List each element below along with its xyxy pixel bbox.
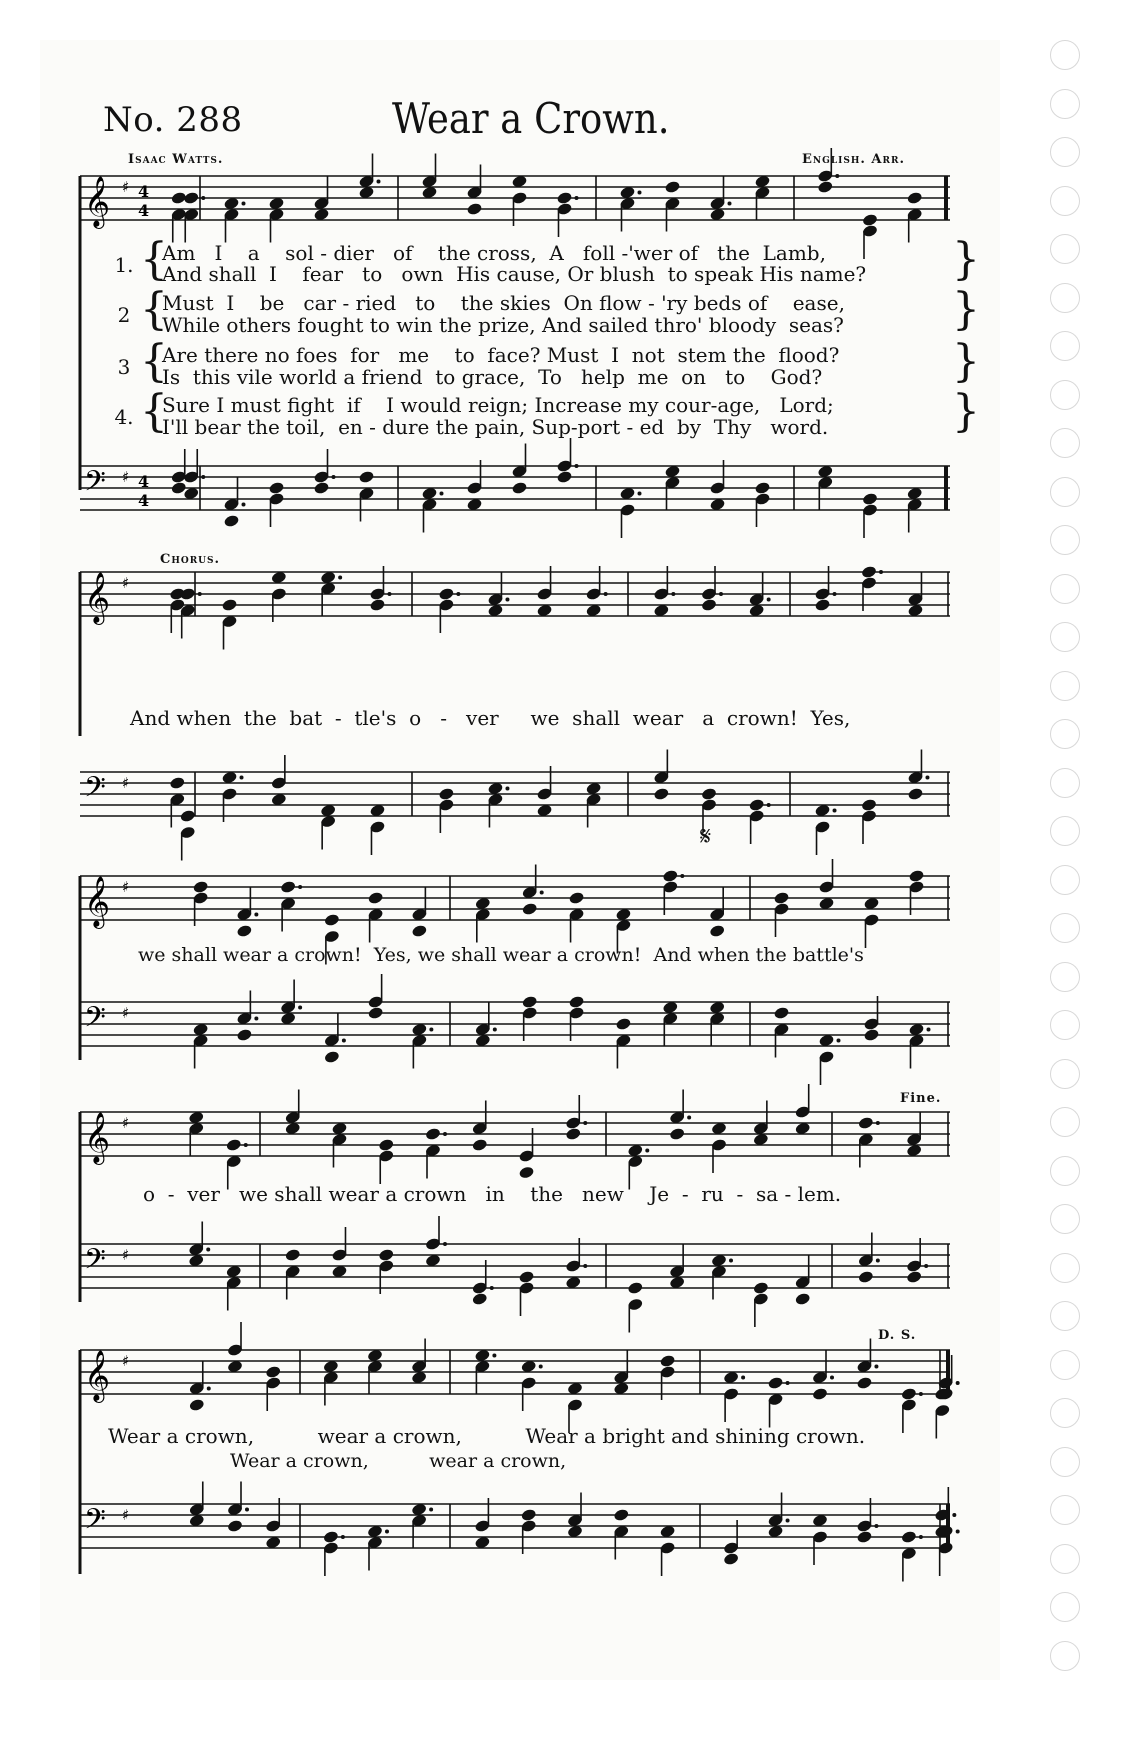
svg-text:♯: ♯ <box>122 1352 130 1370</box>
note-head <box>568 891 585 905</box>
note-head <box>669 1127 686 1141</box>
dot <box>876 1121 880 1125</box>
note-head <box>863 1028 880 1042</box>
dot <box>645 1149 649 1153</box>
note-head <box>179 809 196 823</box>
bass-staff-system-5 <box>80 1498 960 1558</box>
dot <box>385 1530 389 1534</box>
chorus-label: Chorus. <box>160 552 221 567</box>
ring-hole <box>1050 1544 1080 1574</box>
note-head <box>179 587 196 601</box>
dot <box>201 196 205 200</box>
ring-hole <box>1050 671 1080 701</box>
dot <box>956 1381 960 1385</box>
svg-text:𝄞: 𝄞 <box>84 876 111 927</box>
brace-left: { <box>140 284 168 335</box>
svg-text:♯: ♯ <box>122 774 130 792</box>
note-head <box>367 1006 384 1020</box>
segno-sign: 𝄋 <box>700 822 712 852</box>
note-head <box>664 180 681 194</box>
dot <box>540 891 544 895</box>
ring-hole <box>1050 1592 1080 1622</box>
dot <box>342 1039 346 1043</box>
ring-hole <box>1050 1010 1080 1040</box>
dot <box>719 592 723 596</box>
ring-hole <box>1050 186 1080 216</box>
note-head <box>568 995 585 1009</box>
dot <box>505 598 509 602</box>
treble-staff-system-5 <box>80 1344 960 1404</box>
dot <box>924 1264 928 1268</box>
ring-hole <box>1050 574 1080 604</box>
dot <box>638 191 642 195</box>
verse-line: Is this vile world a friend to grace, To help me on to God? <box>162 365 823 389</box>
dot <box>680 874 684 878</box>
dot <box>835 174 839 178</box>
note-head <box>170 481 187 495</box>
note-head <box>812 1387 829 1401</box>
dot <box>456 592 460 596</box>
note-head <box>862 492 879 506</box>
note-head <box>268 481 285 495</box>
note-head <box>438 587 455 601</box>
ring-hole <box>1050 1301 1080 1331</box>
dot <box>198 592 202 596</box>
treble-staff-system-4 <box>80 1106 960 1166</box>
note-head <box>753 1281 770 1295</box>
ring-hole <box>1050 40 1080 70</box>
dot <box>833 592 837 596</box>
svg-text:𝄢: 𝄢 <box>84 465 106 505</box>
svg-text:♯: ♯ <box>122 878 130 896</box>
ring-hole <box>1050 768 1080 798</box>
note-head <box>748 798 765 812</box>
note-head <box>814 598 831 612</box>
note-head <box>369 598 386 612</box>
dot <box>332 475 336 479</box>
note-head <box>378 1138 395 1152</box>
treble-staff-system-3 <box>80 870 960 930</box>
svg-text:4: 4 <box>138 182 150 201</box>
note-head <box>280 880 297 894</box>
dot <box>575 196 579 200</box>
svg-text:𝄢: 𝄢 <box>84 1503 106 1543</box>
bass-staff-system-4 <box>80 1238 960 1298</box>
verse-number: 2 <box>117 303 131 327</box>
note-head <box>518 1270 535 1284</box>
ring-hole <box>1050 913 1080 943</box>
brace-right: } <box>952 336 980 387</box>
svg-text:𝄞: 𝄞 <box>84 1112 111 1163</box>
dot <box>728 202 732 206</box>
dot <box>245 1508 249 1512</box>
dot <box>387 592 391 596</box>
note-head <box>858 1270 875 1284</box>
note-head <box>227 1519 244 1533</box>
dot <box>927 1028 931 1032</box>
verse-number: 3 <box>117 355 131 379</box>
ring-hole <box>1050 1398 1080 1428</box>
dot <box>207 1387 211 1391</box>
arranger-credit: English. Arr. <box>802 152 905 167</box>
note-head <box>856 1376 873 1390</box>
verse-line: Am I a sol - dier of the cross, A foll -'wer of the Lamb, <box>162 241 826 265</box>
note-head <box>906 1270 923 1284</box>
svg-text:♯: ♯ <box>122 1114 130 1132</box>
note-head <box>565 1127 582 1141</box>
ring-hole <box>1050 1204 1080 1234</box>
verse-number: 1. <box>114 253 134 277</box>
treble-staff-system-2 <box>80 566 960 626</box>
note-head <box>861 565 878 579</box>
note-head <box>521 902 538 916</box>
note-head <box>901 1387 918 1401</box>
verse-line: While others fought to win the prize, And sailed thro' bloody seas? <box>162 313 844 337</box>
dot <box>876 1259 880 1263</box>
ring-hole <box>1050 1641 1080 1671</box>
dot <box>671 592 675 596</box>
bass-staff-system-1 <box>80 460 960 520</box>
ring-hole <box>1050 137 1080 167</box>
brace-left: { <box>140 336 168 387</box>
note-head <box>754 481 771 495</box>
dot <box>638 492 642 496</box>
dot <box>919 1392 923 1396</box>
note-head <box>521 995 538 1009</box>
note-head <box>627 1281 644 1295</box>
note-head <box>265 1365 282 1379</box>
dot <box>338 576 342 580</box>
note-head <box>284 1248 301 1262</box>
dot <box>201 475 205 479</box>
svg-text:4: 4 <box>138 491 150 510</box>
svg-text:♯: ♯ <box>122 1506 130 1524</box>
note-head <box>907 787 924 801</box>
binder-ring-holes <box>1050 40 1084 1700</box>
note-head <box>773 1006 790 1020</box>
bass-staff-system-3 <box>80 996 960 1056</box>
dot <box>604 592 608 596</box>
author-credit: Isaac Watts. <box>128 152 224 167</box>
note-head <box>367 891 384 905</box>
note-head <box>701 787 718 801</box>
dot <box>341 1535 345 1539</box>
dot <box>729 1259 733 1263</box>
dot <box>767 803 771 807</box>
note-head <box>906 191 923 205</box>
note-head <box>170 191 187 205</box>
hymn-number: No. 288 <box>103 100 243 140</box>
treble-staff-system-1 <box>80 170 960 230</box>
dot <box>242 503 246 507</box>
note-head <box>613 1508 630 1522</box>
note-head <box>471 1138 488 1152</box>
note-head <box>221 598 238 612</box>
dot <box>786 1381 790 1385</box>
ring-hole <box>1050 234 1080 264</box>
dot <box>242 202 246 206</box>
verse-number: 4. <box>114 405 134 429</box>
ring-hole <box>1050 962 1080 992</box>
dot <box>837 1039 841 1043</box>
verse-line: And shall I fear to own His cause, Or blush to speak His name? <box>162 262 867 286</box>
svg-text:𝄢: 𝄢 <box>84 1001 106 1041</box>
fine-marker: Fine. <box>900 1091 942 1106</box>
ring-hole <box>1050 380 1080 410</box>
ring-hole <box>1050 1156 1080 1186</box>
ring-hole <box>1050 816 1080 846</box>
verse-line: I'll bear the toil, en - dure the pain, Sup-port - ed by Thy word. <box>162 415 829 439</box>
svg-text:𝄞: 𝄞 <box>84 1350 111 1401</box>
ring-hole <box>1050 89 1080 119</box>
ring-hole <box>1050 1107 1080 1137</box>
dot <box>874 1365 878 1369</box>
dot <box>244 1143 248 1147</box>
dot <box>240 776 244 780</box>
ring-hole <box>1050 1350 1080 1380</box>
note-head <box>323 1530 340 1544</box>
dot <box>687 1116 691 1120</box>
dot <box>429 1508 433 1512</box>
dot <box>206 1248 210 1252</box>
dot <box>874 1524 878 1528</box>
note-head <box>653 787 670 801</box>
dot <box>254 1017 258 1021</box>
svg-text:𝄞: 𝄞 <box>84 176 111 227</box>
brace-right: } <box>952 234 980 285</box>
ring-hole <box>1050 622 1080 652</box>
note-head <box>662 869 679 883</box>
ring-hole <box>1050 1059 1080 1089</box>
verse-line: Must I be car - ried to the skies On flow - 'ry beds of ease, <box>162 291 845 315</box>
brace-right: } <box>952 284 980 335</box>
note-head <box>773 891 790 905</box>
verse-line: Sure I must fight if I would reign; Increase my cour-age, Lord; <box>162 393 834 417</box>
dot <box>833 809 837 813</box>
chorus-lyric-line-1: And when the bat - tle's o - ver we shall wear a crown! Yes, <box>130 706 851 730</box>
svg-text:𝄢: 𝄢 <box>84 771 106 811</box>
ring-hole <box>1050 477 1080 507</box>
note-head <box>511 481 528 495</box>
svg-text:4: 4 <box>138 472 150 491</box>
note-head <box>183 191 200 205</box>
dot <box>925 776 929 780</box>
note-head <box>324 913 341 927</box>
ring-hole <box>1050 331 1080 361</box>
ring-hole <box>1050 719 1080 749</box>
note-head <box>313 481 330 495</box>
note-head <box>169 776 186 790</box>
dot <box>583 1264 587 1268</box>
note-head <box>556 470 573 484</box>
dot <box>298 1006 302 1010</box>
note-head <box>817 180 834 194</box>
ring-hole <box>1050 428 1080 458</box>
dot <box>919 1535 923 1539</box>
note-head <box>466 202 483 216</box>
note-head <box>358 470 375 484</box>
ring-hole <box>1050 525 1080 555</box>
ring-hole <box>1050 1495 1080 1525</box>
ring-hole <box>1050 865 1080 895</box>
dot <box>741 1376 745 1380</box>
bass-staff-system-2 <box>80 766 960 826</box>
note-head <box>225 1138 242 1152</box>
dot <box>786 1519 790 1523</box>
dot <box>492 1354 496 1358</box>
note-head <box>378 1248 395 1262</box>
note-head <box>908 869 925 883</box>
note-head <box>520 1508 537 1522</box>
dot <box>956 1530 960 1534</box>
note-head <box>192 880 209 894</box>
dot <box>440 492 444 496</box>
svg-text:♯: ♯ <box>122 178 130 196</box>
ring-hole <box>1050 283 1080 313</box>
chorus-lyric-line-4a: Wear a crown, wear a crown, Wear a bright and shining crown. <box>108 1424 866 1448</box>
dot <box>879 570 883 574</box>
dot <box>767 598 771 602</box>
brace-left: { <box>140 386 168 437</box>
brace-left: { <box>140 234 168 285</box>
brace-right: } <box>952 386 980 437</box>
svg-text:♯: ♯ <box>122 1246 130 1264</box>
chorus-lyric-line-2: we shall wear a crown! Yes, we shall wear a crown! And when the battle's <box>138 944 864 966</box>
svg-text:♯: ♯ <box>122 468 130 486</box>
svg-text:𝄞: 𝄞 <box>84 572 111 623</box>
hymn-title: Wear a Crown. <box>392 94 670 143</box>
dot <box>490 1286 494 1290</box>
dot <box>493 1028 497 1032</box>
note-head <box>701 598 718 612</box>
svg-text:♯: ♯ <box>122 1004 130 1022</box>
dot <box>952 1513 956 1517</box>
note-head <box>659 1354 676 1368</box>
ring-hole <box>1050 1253 1080 1283</box>
dot <box>830 1376 834 1380</box>
chorus-lyric-line-4b: Wear a crown, wear a crown, <box>230 1450 567 1472</box>
dot <box>254 913 258 917</box>
note-head <box>236 1028 253 1042</box>
note-head <box>615 1017 632 1031</box>
chorus-lyric-line-3: o - ver we shall wear a crown in the new Je - ru - sa - lem. <box>143 1182 842 1206</box>
note-head <box>901 1530 918 1544</box>
dot <box>575 464 579 468</box>
note-head <box>861 798 878 812</box>
dot <box>505 787 509 791</box>
dot <box>298 885 302 889</box>
dot <box>443 1132 447 1136</box>
verse-line: Are there no foes for me to face? Must I not stem the flood? <box>162 343 840 367</box>
note-head <box>767 1376 784 1390</box>
note-head <box>862 213 879 227</box>
ds-marker: D. S. <box>878 1328 917 1343</box>
note-head <box>438 787 455 801</box>
note-head <box>556 191 573 205</box>
dot <box>377 180 381 184</box>
svg-text:𝄢: 𝄢 <box>84 1243 106 1283</box>
svg-text:4: 4 <box>138 201 150 220</box>
note-head <box>856 1530 873 1544</box>
dot <box>583 1121 587 1125</box>
dot <box>429 1028 433 1032</box>
note-head <box>858 1116 875 1130</box>
svg-text:♯: ♯ <box>122 574 130 592</box>
note-head <box>425 1127 442 1141</box>
dot <box>539 1365 543 1369</box>
ring-hole <box>1050 1447 1080 1477</box>
dot <box>443 1242 447 1246</box>
